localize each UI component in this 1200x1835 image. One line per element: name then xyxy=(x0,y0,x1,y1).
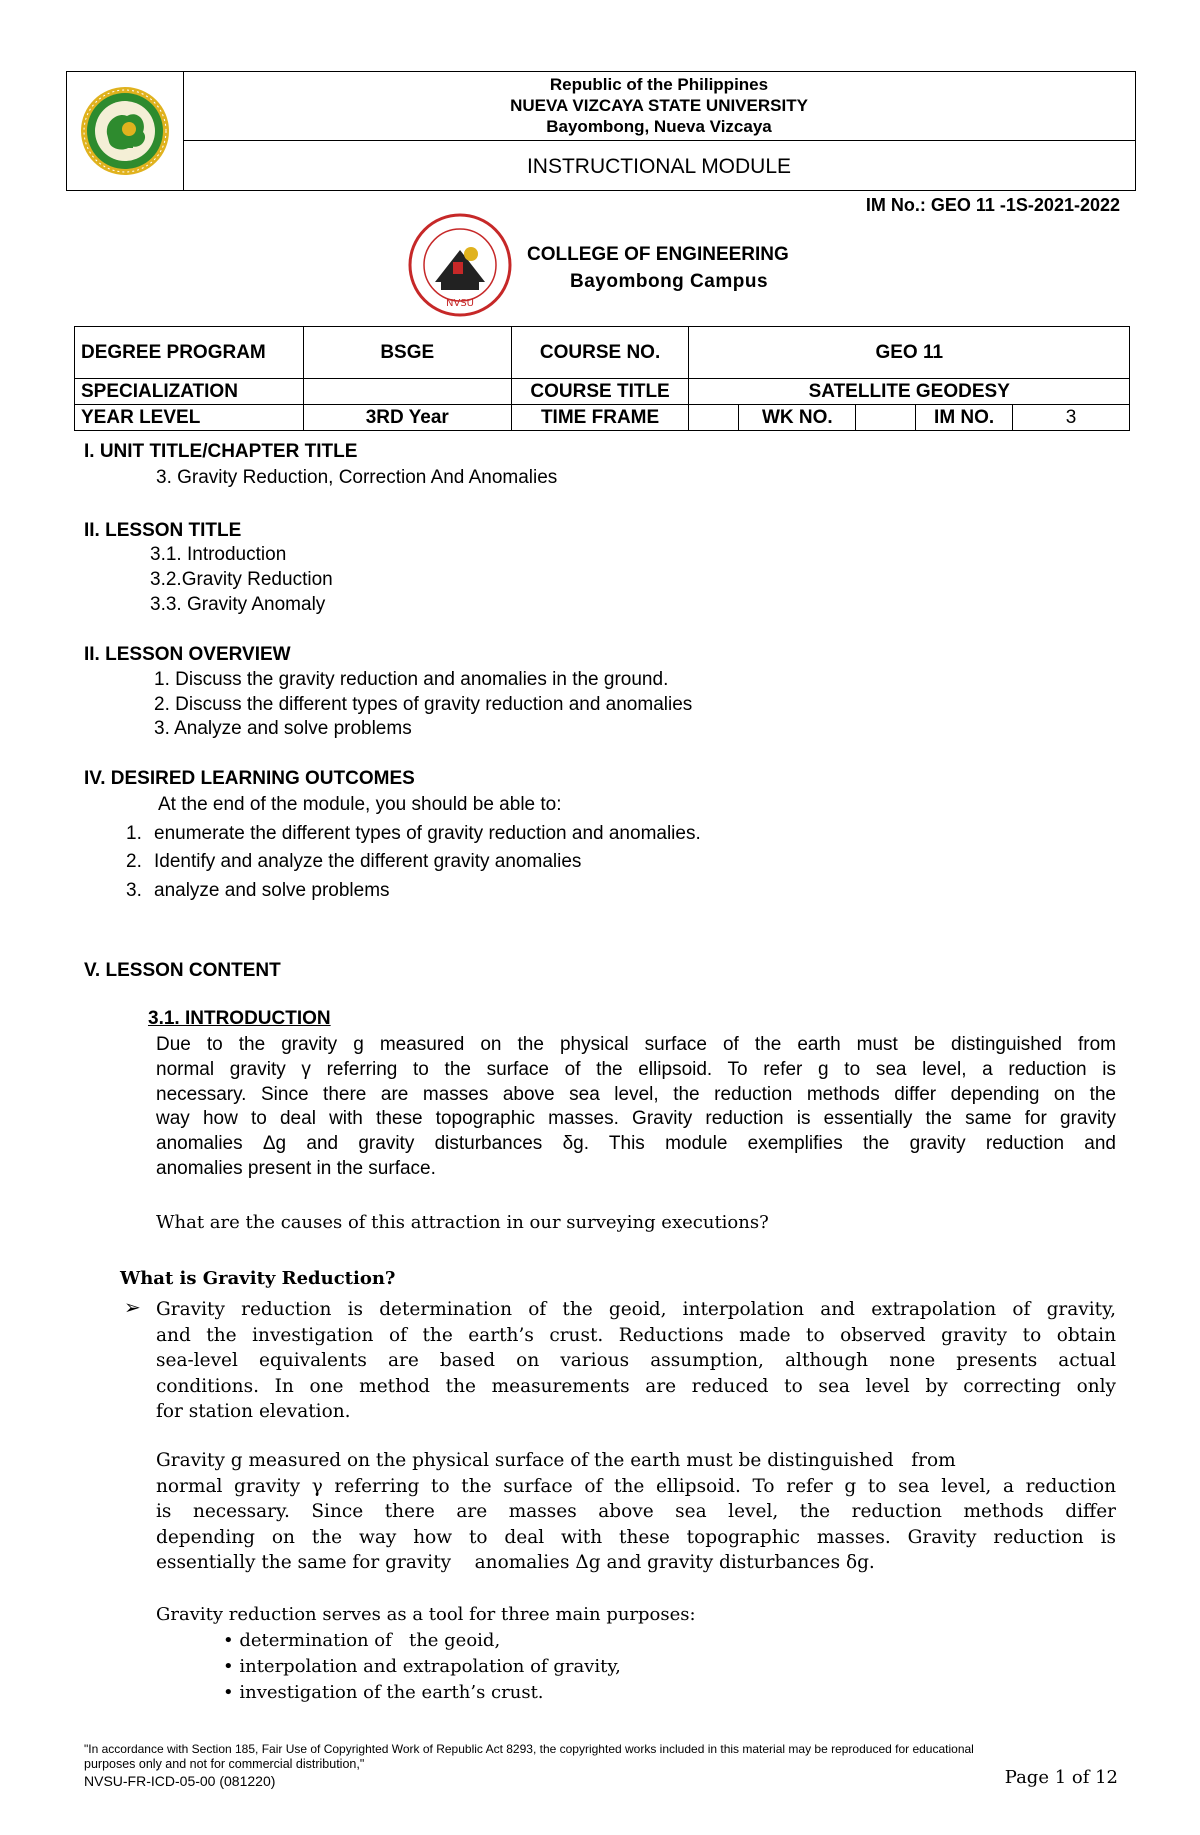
paragraph-line: Gravity g measured on the physical surface of the earth must be distinguished from xyxy=(156,1450,956,1471)
page-number: Page 1 of 12 xyxy=(1004,1767,1118,1788)
gravity-reduction-paragraph-2 xyxy=(156,1448,1116,1576)
what-is-gravity-reduction-heading: What is Gravity Reduction? xyxy=(120,1268,396,1289)
outcome-text: enumerate the different types of gravity reduction and anomalies. xyxy=(154,823,701,844)
college-name: COLLEGE OF ENGINEERING xyxy=(527,244,789,265)
overview-item: 1. Discuss the gravity reduction and anomalies in the ground. xyxy=(154,669,669,690)
lesson-title-item: 3.3. Gravity Anomaly xyxy=(150,594,326,615)
causes-question: What are the causes of this attraction in our surveying executions? xyxy=(156,1212,769,1233)
table-row xyxy=(75,379,1130,405)
outcome-text: analyze and solve problems xyxy=(154,880,390,901)
overview-item: 3. Analyze and solve problems xyxy=(154,718,412,739)
lesson-title-item: 3.2.Gravity Reduction xyxy=(150,569,333,590)
time-frame-label: TIME FRAME xyxy=(511,405,689,431)
course-title-label: COURSE TITLE xyxy=(511,379,689,405)
paragraph-line: depending on the way how to deal with these topographic masses. Gravity reduction is xyxy=(156,1526,1116,1548)
introduction-line: normal gravity γ referring to the surface of the ellipsoid. To refer g to sea level, a reduction is xyxy=(156,1058,1116,1080)
lesson-content-heading: V. LESSON CONTENT xyxy=(84,960,281,981)
republic-text: Republic of the Philippines xyxy=(549,75,769,94)
outcomes-heading: IV. DESIRED LEARNING OUTCOMES xyxy=(84,768,415,789)
specialization-label: SPECIALIZATION xyxy=(75,379,304,405)
lesson-title-heading: II. LESSON TITLE xyxy=(84,520,242,541)
im-no-value: 3 xyxy=(1013,405,1130,431)
paragraph-line: normal gravity γ referring to the surface of the ellipsoid. To refer g to sea level, a reduction xyxy=(156,1475,1116,1497)
unit-heading: I. UNIT TITLE/CHAPTER TITLE xyxy=(84,441,358,462)
course-no-value: GEO 11 xyxy=(689,327,1130,379)
lesson-title-item: 3.1. Introduction xyxy=(150,544,287,565)
year-level-label: YEAR LEVEL xyxy=(75,405,304,431)
arrow-bullet-icon: ➢ xyxy=(124,1295,141,1319)
module-title: INSTRUCTIONAL MODULE xyxy=(526,155,792,178)
introduction-line: anomalies present in the surface. xyxy=(156,1157,436,1179)
introduction-line: necessary. Since there are masses above sea level, the reduction methods differ depending on the xyxy=(156,1083,1116,1105)
paragraph-line: sea-level equivalents are based on various assumption, although none presents actual xyxy=(156,1350,1116,1371)
introduction-line: Due to the gravity g measured on the physical surface of the earth must be distinguished from xyxy=(156,1034,1116,1055)
university-location: Bayombong, Nueva Vizcaya xyxy=(546,117,772,136)
university-name: NUEVA VIZCAYA STATE UNIVERSITY xyxy=(510,96,808,115)
outcome-number: 1. xyxy=(126,823,142,844)
wk-no-value xyxy=(856,405,916,431)
time-frame-value xyxy=(689,405,739,431)
campus-name: Bayombong Campus xyxy=(570,271,769,292)
course-no-label: COURSE NO. xyxy=(511,327,689,379)
svg-text:NVSU: NVSU xyxy=(446,298,474,309)
paragraph-line: Gravity reduction is determination of the geoid, interpolation and extrapolation of gravity, xyxy=(156,1299,1116,1320)
header-divider xyxy=(183,140,1135,141)
course-info-table xyxy=(74,326,1130,431)
introduction-paragraph xyxy=(156,1033,1116,1182)
introduction-line: anomalies Δg and gravity disturbances δg. This module exemplifies the gravity reduction and xyxy=(156,1133,1116,1155)
unit-title: 3. Gravity Reduction, Correction And Anomalies xyxy=(156,467,558,488)
paragraph-line: essentially the same for gravity anomalies Δg and gravity disturbances δg. xyxy=(156,1552,875,1573)
purpose-item: • determination of the geoid, xyxy=(223,1630,501,1651)
header-box xyxy=(66,71,1136,191)
purpose-item: • investigation of the earth’s crust. xyxy=(223,1682,544,1703)
paragraph-line: and the investigation of the earth’s crust. Reductions made to observed gravity to obtain xyxy=(156,1324,1116,1346)
introduction-line: way how to deal with these topographic masses. Gravity reduction is essentially the same for gravity xyxy=(156,1108,1116,1130)
outcome-text: Identify and analyze the different gravity anomalies xyxy=(154,851,582,872)
paragraph-line: for station elevation. xyxy=(156,1401,351,1422)
degree-program-value: BSGE xyxy=(303,327,511,379)
purposes-intro: Gravity reduction serves as a tool for three main purposes: xyxy=(156,1604,696,1625)
specialization-value xyxy=(303,379,511,405)
paragraph-line: is necessary. Since there are masses above sea level, the reduction methods differ xyxy=(156,1501,1116,1522)
table-row xyxy=(75,405,1130,431)
purpose-item: • interpolation and extrapolation of gravity, xyxy=(223,1656,621,1677)
im-number: IM No.: GEO 11 -1S-2021-2022 xyxy=(865,195,1120,215)
university-seal-cell xyxy=(67,72,184,190)
degree-program-label: DEGREE PROGRAM xyxy=(75,327,304,379)
form-code: NVSU-FR-ICD-05-00 (081220) xyxy=(84,1773,276,1789)
table-row xyxy=(75,327,1130,379)
course-title-value: SATELLITE GEODESY xyxy=(689,379,1130,405)
wk-no-label: WK NO. xyxy=(739,405,856,431)
outcome-number: 2. xyxy=(126,851,142,872)
im-no-label: IM NO. xyxy=(916,405,1013,431)
year-level-value: 3RD Year xyxy=(303,405,511,431)
introduction-heading: 3.1. INTRODUCTION xyxy=(148,1008,331,1029)
outcome-number: 3. xyxy=(126,880,142,901)
paragraph-line: conditions. In one method the measurements are reduced to sea level by correcting only xyxy=(156,1375,1116,1397)
overview-item: 2. Discuss the different types of gravity reduction and anomalies xyxy=(154,694,693,715)
outcomes-intro: At the end of the module, you should be able to: xyxy=(158,794,562,815)
copyright-notice-line-2: purposes only and not for commercial distribution," xyxy=(84,1757,365,1771)
overview-heading: II. LESSON OVERVIEW xyxy=(84,644,291,665)
university-seal-icon xyxy=(67,72,183,190)
gravity-reduction-paragraph-1 xyxy=(156,1297,1116,1425)
copyright-notice-line-1: "In accordance with Section 185, Fair Use of Copyrighted Work of Republic Act 8293, the copyrighted works included in this material may be reproduced for educational xyxy=(84,1742,974,1756)
college-of-engineering-seal-icon xyxy=(405,210,515,320)
